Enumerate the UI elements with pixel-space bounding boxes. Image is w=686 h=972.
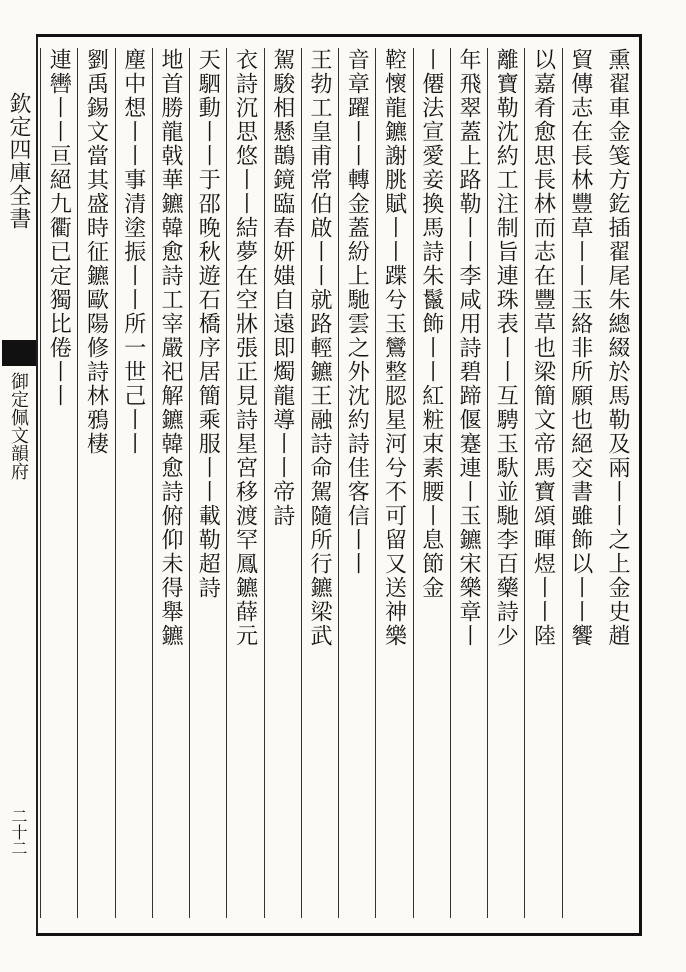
- text-column: 鞚懷龍鑣謝朓賦丨丨蹀兮玉鸞整䏰星河兮不可留又送神樂: [375, 48, 412, 918]
- fishtail-mark: [2, 340, 36, 366]
- text-column: 熏翟車金笺方釳插翟尾朱總綴於馬勒及兩丨丨之上金史趙: [605, 48, 630, 648]
- text-column: 連轡丨丨亘絕九衢已定獨比倦丨丨: [40, 48, 77, 918]
- text-column: 駕駿相懸鵲鏡臨春妍媸自遠即燭龍導丨丨帝詩: [264, 48, 301, 918]
- text-column: 王勃工皇甫常伯啟丨丨就路輕鑣王融詩命駕隨所行鑣梁武: [301, 48, 338, 918]
- text-column: 丨僊法宣愛妾換馬詩朱鬣飾丨丨紅粧束素腰丨息節金: [413, 48, 450, 918]
- text-column: 貿傳志在長林豐草丨丨玉絡非所願也絕交書雖飾以丨丨饗: [562, 48, 599, 918]
- text-column: 以嘉肴愈思長林而志在豐草也梁簡文帝馬寶頌暉煜丨丨陸: [524, 48, 561, 918]
- text-column: 地首勝龍戟華鑣韓愈詩工宰嚴祀解鑣韓愈詩俯仰未得舉鑣: [152, 48, 189, 918]
- text-column: 音章躍丨丨轉金蓋紛上馳雲之外沈約詩佳客信丨丨: [338, 48, 375, 918]
- book-title: 欽定四庫全書: [6, 92, 31, 230]
- page-margin: [0, 34, 38, 936]
- text-column: 劉禹錫文當其盛時征鑣歐陽修詩林鴉棲: [77, 48, 114, 918]
- text-column: 離寶勒沈約工注制旨連珠表丨丨互騁玉馱並馳李百藥詩少: [487, 48, 524, 918]
- text-column: 年飛翠蓋上路勒丨丨李咸用詩碧蹄偃蹇連丨玉鑣宋樂章丨: [450, 48, 487, 918]
- page-number: 二十二: [9, 808, 28, 856]
- text-column: 衣詩沉思悠丨丨結夢在空牀張正見詩星宮移渡罕鳳鑣薛元: [226, 48, 263, 918]
- section-title: 御定佩文韻府: [8, 372, 29, 480]
- text-column: 塵中想丨丨事清塗振丨丨所一世己丨丨: [115, 48, 152, 918]
- text-column: 天駟動丨丨于邵晚秋遊石橋序居簡乘服丨丨載勒超詩: [189, 48, 226, 918]
